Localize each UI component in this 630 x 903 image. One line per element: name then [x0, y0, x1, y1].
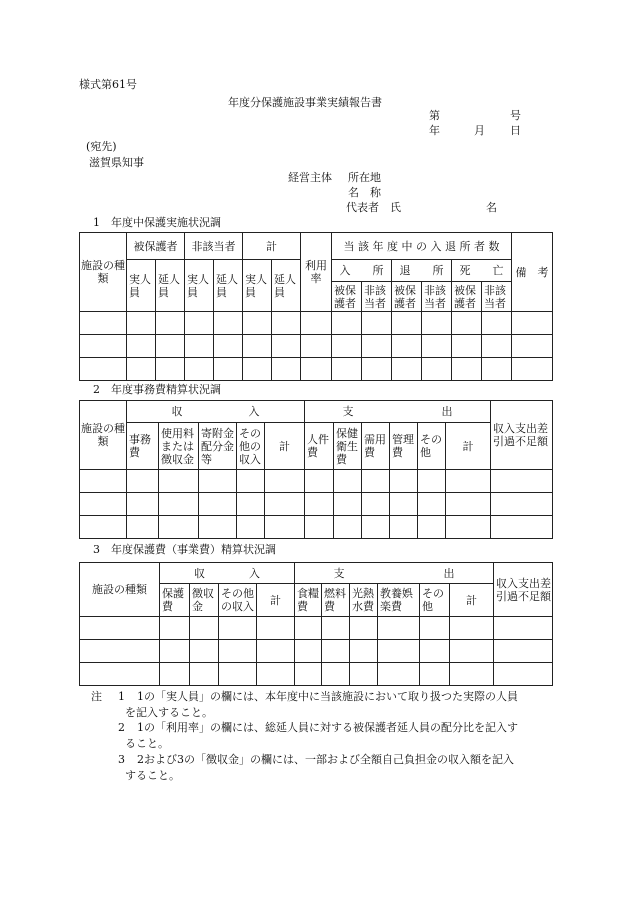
note-1-line-1: 1の「実人員」の欄には、本年度中に当該施設において取り扱つた実際の人員 — [137, 690, 518, 703]
s2-header-office-fee: 事務費 — [127, 423, 159, 470]
table-row — [80, 358, 553, 381]
s2-header-personnel: 人件費 — [305, 423, 334, 470]
s2-header-income: 収 入 — [127, 401, 305, 423]
s3-header-education: 教養娯楽費 — [378, 584, 420, 617]
table-row — [80, 663, 553, 686]
s1-header-non-applicable: 非該当者 — [185, 233, 243, 260]
s3-header-facility-type: 施設の種類 — [80, 563, 160, 617]
s3-header-utility: 光熱水費 — [350, 584, 378, 617]
s1-header-remarks: 備 考 — [512, 233, 553, 312]
section1-title: 1 年度中保護実施状況調 — [93, 216, 221, 229]
addressee-label: (宛先) — [86, 140, 117, 153]
form-number: 様式第61号 — [79, 78, 137, 91]
s3-header-collection: 徴収金 — [190, 584, 219, 617]
note-2-line-2: ること。 — [125, 737, 169, 750]
date-day: 日 — [510, 124, 521, 137]
table-row — [80, 617, 553, 640]
s2-header-balance: 収入支出差引過不足額 — [491, 401, 553, 470]
s3-header-fuel: 燃料費 — [322, 584, 350, 617]
operator-rep-suffix: 名 — [486, 201, 497, 214]
s2-header-health: 保健衛生費 — [334, 423, 362, 470]
table-row — [80, 335, 553, 358]
number-suffix: 号 — [510, 109, 521, 122]
s1-header-hogo-1: 被保護者 — [332, 282, 362, 312]
s1-header-movement: 当 該 年 度 中 の 入 退 所 者 数 — [332, 233, 512, 260]
s1-header-usage-rate: 利用率 — [301, 233, 332, 312]
s2-header-total: 計 — [265, 423, 305, 470]
s2-header-facility-type: 施設の種 類 — [80, 401, 127, 470]
operator-name-label: 名 称 — [348, 186, 381, 199]
section2-title: 2 年度事務費精算状況調 — [93, 383, 221, 396]
note-3-number: 3 — [118, 753, 125, 766]
s3-header-other: その他 — [420, 584, 450, 617]
note-1-number: 1 — [118, 690, 125, 703]
s1-header-extended-2: 延人員 — [214, 260, 243, 312]
note-3-line-2: すること。 — [125, 769, 180, 782]
table-row — [80, 470, 553, 493]
section1-table — [79, 232, 553, 381]
s1-header-total: 計 — [243, 233, 301, 260]
date-month: 月 — [474, 124, 485, 137]
section2-table — [79, 400, 553, 539]
s2-header-supplies: 需用費 — [362, 423, 390, 470]
s1-header-death: 死 亡 — [452, 260, 512, 282]
s1-header-extended-1: 延人員 — [156, 260, 185, 312]
s3-header-balance: 収入支出差引過不足額 — [494, 563, 553, 617]
s2-header-management: 管理費 — [390, 423, 418, 470]
s2-header-total-expense: 計 — [446, 423, 491, 470]
s3-header-expense: 支 出 — [295, 563, 494, 584]
operator-rep-label: 代表者 氏 — [346, 201, 401, 214]
notes-label: 注 — [91, 690, 102, 703]
s2-header-donation: 寄附金配分金等 — [199, 423, 237, 470]
s2-header-expense: 支 出 — [305, 401, 491, 423]
addressee-name: 滋賀県知事 — [89, 156, 144, 169]
table-row — [80, 312, 553, 335]
s1-header-higai-1: 非該当者 — [362, 282, 392, 312]
note-2-line-1: 1の「利用率」の欄には、総延人員に対する被保護者延人員の配分比を記入す — [137, 721, 518, 734]
s1-header-discharge: 退 所 — [392, 260, 452, 282]
note-3-line-1: 2および3の「徴収金」の欄には、一部および全額自己負担金の収入額を記入 — [137, 753, 514, 766]
s1-header-admission: 入 所 — [332, 260, 392, 282]
s3-header-income: 収 入 — [160, 563, 295, 584]
s3-header-total: 計 — [257, 584, 295, 617]
s1-header-extended-3: 延人員 — [272, 260, 301, 312]
number-prefix: 第 — [429, 109, 440, 122]
s1-header-real-1: 実人員 — [127, 260, 156, 312]
s1-header-higai-3: 非該当者 — [482, 282, 512, 312]
s2-header-usage-fee: 使用料または徴収金 — [159, 423, 199, 470]
section3-table — [79, 562, 553, 686]
note-2-number: 2 — [118, 721, 125, 734]
operator-heading: 経営主体 — [288, 171, 332, 184]
s1-header-protected: 被保護者 — [127, 233, 185, 260]
s3-header-protection-fee: 保護費 — [160, 584, 190, 617]
section3-title: 3 年度保護費（事業費）精算状況調 — [93, 543, 276, 556]
s2-header-other-income: その他の収入 — [237, 423, 265, 470]
s1-header-facility-type: 施設の種 類 — [80, 233, 127, 312]
s1-header-higai-2: 非該当者 — [422, 282, 452, 312]
s1-header-hogo-3: 被保護者 — [452, 282, 482, 312]
date-year: 年 — [429, 124, 440, 137]
s1-header-real-3: 実人員 — [243, 260, 272, 312]
s3-header-total-expense: 計 — [450, 584, 494, 617]
document-title: 年度分保護施設事業実績報告書 — [228, 96, 382, 109]
s1-header-real-2: 実人員 — [185, 260, 214, 312]
table-row — [80, 640, 553, 663]
note-1-line-2: を記入すること。 — [125, 706, 213, 719]
table-row — [80, 493, 553, 516]
s2-header-other: その他 — [418, 423, 446, 470]
s3-header-food: 食糧費 — [295, 584, 322, 617]
operator-location: 所在地 — [348, 171, 381, 184]
table-row — [80, 516, 553, 539]
s3-header-other-income: その他の収入 — [219, 584, 257, 617]
s1-header-hogo-2: 被保護者 — [392, 282, 422, 312]
